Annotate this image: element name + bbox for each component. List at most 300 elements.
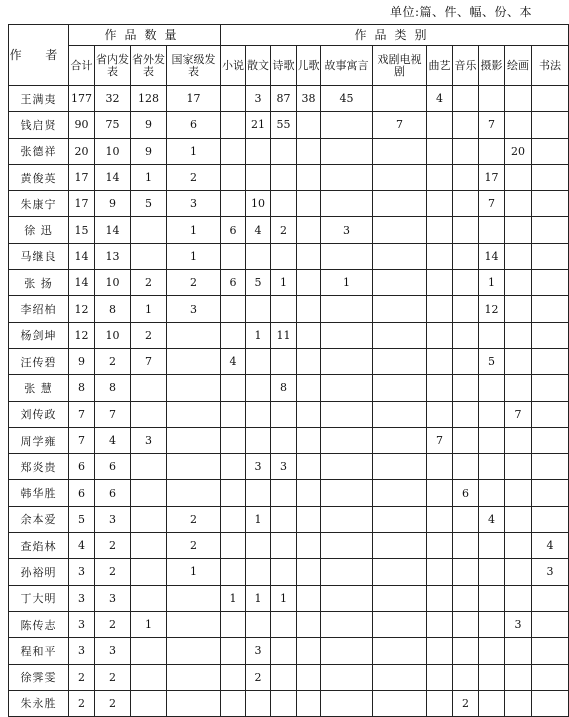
table-cell [453,559,479,585]
table-cell [505,296,532,322]
table-cell: 1 [479,270,505,296]
table-cell [131,506,167,532]
table-cell: 1 [271,270,297,296]
table-cell: 10 [95,138,131,164]
table-cell: 5 [479,348,505,374]
table-cell [505,454,532,480]
table-cell: 4 [246,217,271,243]
table-cell [321,690,373,716]
table-cell [373,217,427,243]
table-cell [373,401,427,427]
table-cell [427,112,453,138]
table-cell: 2 [131,270,167,296]
table-cell [532,217,569,243]
table-cell [427,375,453,401]
table-cell [532,191,569,217]
table-cell [373,638,427,664]
table-cell: 3 [69,585,95,611]
table-cell [167,375,221,401]
table-cell [131,375,167,401]
table-cell: 17 [167,86,221,112]
table-cell [321,533,373,559]
category-col-header: 书法 [532,46,569,86]
table-cell: 3 [95,585,131,611]
table-cell [131,480,167,506]
table-cell [297,296,321,322]
table-cell [479,533,505,559]
table-cell [505,191,532,217]
table-cell [373,375,427,401]
table-cell: 14 [69,270,95,296]
table-cell: 4 [427,86,453,112]
author-name: 徐 迅 [9,217,69,243]
table-cell [321,664,373,690]
table-cell [505,375,532,401]
table-cell [321,296,373,322]
table-cell [453,611,479,637]
table-cell [505,506,532,532]
category-col-header: 曲艺 [427,46,453,86]
table-cell [479,86,505,112]
table-cell [321,454,373,480]
table-cell [479,638,505,664]
table-cell [221,611,246,637]
table-cell: 14 [479,243,505,269]
table-cell [479,454,505,480]
table-cell: 8 [95,375,131,401]
table-cell: 10 [95,270,131,296]
table-cell [321,506,373,532]
table-cell [453,243,479,269]
table-cell [246,401,271,427]
table-cell [167,611,221,637]
table-cell [479,217,505,243]
table-cell [271,506,297,532]
table-cell [373,454,427,480]
table-cell: 8 [95,296,131,322]
table-cell [246,690,271,716]
table-cell [373,270,427,296]
author-name: 徐霁雯 [9,664,69,690]
table-cell: 3 [246,454,271,480]
table-cell [221,559,246,585]
table-cell: 12 [69,322,95,348]
table-cell: 4 [532,533,569,559]
table-cell: 17 [69,164,95,190]
table-cell: 8 [271,375,297,401]
table-cell [505,480,532,506]
table-row [9,427,569,453]
table-cell [427,533,453,559]
author-name: 陈传志 [9,611,69,637]
table-row [9,401,569,427]
table-cell [271,664,297,690]
table-cell [453,585,479,611]
table-cell [373,348,427,374]
table-cell [373,533,427,559]
table-cell [505,164,532,190]
table-cell [505,585,532,611]
table-cell [373,322,427,348]
author-name: 钱启贤 [9,112,69,138]
table-cell [271,401,297,427]
table-cell [321,559,373,585]
table-cell: 10 [246,191,271,217]
author-header: 作 者 [9,25,69,86]
table-cell: 4 [221,348,246,374]
table-cell [297,270,321,296]
table-cell: 1 [246,506,271,532]
table-cell [479,322,505,348]
table-cell [427,138,453,164]
table-cell [167,690,221,716]
table-cell: 3 [69,611,95,637]
table-cell: 21 [246,112,271,138]
table-cell [297,164,321,190]
table-cell: 3 [95,638,131,664]
works-table [8,24,569,717]
table-cell [167,664,221,690]
table-cell [246,296,271,322]
table-cell: 5 [69,506,95,532]
table-cell [297,217,321,243]
quantity-col-header: 合计 [69,46,95,86]
table-cell: 7 [479,112,505,138]
table-cell [221,243,246,269]
table-row [9,243,569,269]
table-cell [246,559,271,585]
table-cell: 75 [95,112,131,138]
table-cell [453,296,479,322]
table-cell: 17 [69,191,95,217]
category-col-header: 儿歌 [297,46,321,86]
table-cell: 1 [167,243,221,269]
table-cell [221,322,246,348]
table-cell [246,611,271,637]
table-cell [479,375,505,401]
table-cell [532,480,569,506]
table-cell [221,690,246,716]
table-cell [453,638,479,664]
table-cell [532,375,569,401]
table-cell [373,559,427,585]
table-cell [453,138,479,164]
table-cell [532,348,569,374]
table-row [9,480,569,506]
table-cell: 4 [479,506,505,532]
table-cell [221,480,246,506]
table-row [9,664,569,690]
table-cell [373,86,427,112]
table-cell [505,664,532,690]
table-row [9,138,569,164]
author-name: 马继良 [9,243,69,269]
table-row [9,611,569,637]
author-name: 张德祥 [9,138,69,164]
table-cell [427,585,453,611]
table-cell: 2 [69,664,95,690]
table-cell [246,164,271,190]
table-cell [373,164,427,190]
table-row [9,270,569,296]
table-cell [321,585,373,611]
category-col-header: 摄影 [479,46,505,86]
table-cell: 7 [427,427,453,453]
table-cell [271,533,297,559]
table-cell [271,427,297,453]
table-cell [167,401,221,427]
table-cell [373,243,427,269]
table-cell: 14 [95,164,131,190]
author-name: 查焰林 [9,533,69,559]
table-cell [505,559,532,585]
table-cell [505,243,532,269]
table-cell [246,533,271,559]
table-cell: 9 [131,138,167,164]
table-cell [167,585,221,611]
table-cell [453,322,479,348]
table-row [9,638,569,664]
table-cell: 1 [167,217,221,243]
table-cell [297,533,321,559]
table-cell [532,164,569,190]
table-cell: 2 [95,533,131,559]
table-cell [453,506,479,532]
table-cell [373,611,427,637]
table-cell [297,454,321,480]
table-cell: 3 [167,191,221,217]
table-cell [221,427,246,453]
table-cell [532,296,569,322]
table-cell [246,480,271,506]
table-cell [246,375,271,401]
table-cell [532,138,569,164]
table-cell [321,480,373,506]
table-cell [505,322,532,348]
table-cell: 87 [271,86,297,112]
table-cell: 5 [131,191,167,217]
table-cell [479,585,505,611]
table-cell [297,191,321,217]
table-cell [271,559,297,585]
table-cell: 4 [95,427,131,453]
table-row [9,533,569,559]
table-cell [427,638,453,664]
author-name: 朱永胜 [9,690,69,716]
author-name: 杨剑坤 [9,322,69,348]
table-cell [427,164,453,190]
table-cell: 7 [95,401,131,427]
category-col-header: 小说 [221,46,246,86]
table-cell: 3 [131,427,167,453]
category-col-header: 诗歌 [271,46,297,86]
table-cell [532,611,569,637]
table-cell: 20 [69,138,95,164]
table-cell [271,690,297,716]
table-cell [271,191,297,217]
table-cell [321,243,373,269]
table-cell: 1 [221,585,246,611]
quantity-col-header: 省外发表 [131,46,167,86]
table-cell [271,480,297,506]
table-cell: 3 [167,296,221,322]
table-cell [297,375,321,401]
table-cell [453,270,479,296]
table-cell [131,217,167,243]
unit-note: 单位:篇、件、幅、份、本 [389,5,532,19]
table-cell: 9 [131,112,167,138]
author-name: 周学雍 [9,427,69,453]
table-cell [505,217,532,243]
table-cell [479,690,505,716]
category-col-header: 戏剧电视剧 [373,46,427,86]
table-cell [427,191,453,217]
table-cell: 1 [131,296,167,322]
table-cell: 3 [271,454,297,480]
table-cell [297,559,321,585]
table-cell: 1 [167,138,221,164]
table-cell [479,664,505,690]
table-cell: 1 [271,585,297,611]
table-row [9,112,569,138]
table-cell [453,664,479,690]
table-cell: 2 [95,559,131,585]
table-cell [221,112,246,138]
author-name: 余本爱 [9,506,69,532]
table-cell [221,138,246,164]
table-cell [532,585,569,611]
table-cell [297,322,321,348]
quantity-group-header: 作品数量 [69,25,221,46]
table-cell: 10 [95,322,131,348]
table-cell [167,322,221,348]
table-cell [453,375,479,401]
author-name: 程和平 [9,638,69,664]
table-cell: 3 [246,86,271,112]
table-cell [321,164,373,190]
table-cell [479,611,505,637]
table-row [9,454,569,480]
table-cell: 14 [69,243,95,269]
table-cell [427,217,453,243]
table-row [9,506,569,532]
table-cell [297,427,321,453]
table-cell: 2 [69,690,95,716]
table-cell [221,375,246,401]
table-cell [373,296,427,322]
table-cell: 6 [221,217,246,243]
table-cell [131,243,167,269]
table-cell: 2 [271,217,297,243]
table-cell [505,638,532,664]
table-cell [321,322,373,348]
author-name: 韩华胜 [9,480,69,506]
table-cell: 1 [131,611,167,637]
table-cell: 6 [69,454,95,480]
table-cell: 1 [321,270,373,296]
table-cell: 5 [246,270,271,296]
table-cell: 1 [246,585,271,611]
table-cell: 55 [271,112,297,138]
category-col-header: 绘画 [505,46,532,86]
table-cell [221,664,246,690]
table-cell [131,401,167,427]
table-cell [271,138,297,164]
table-cell [453,454,479,480]
author-name: 郑炎贵 [9,454,69,480]
table-cell [479,401,505,427]
table-cell [532,86,569,112]
table-cell [532,243,569,269]
table-cell: 7 [373,112,427,138]
table-cell [427,506,453,532]
table-cell [505,348,532,374]
table-cell: 9 [69,348,95,374]
table-cell [453,191,479,217]
author-name: 丁大明 [9,585,69,611]
table-cell: 14 [95,217,131,243]
table-cell [131,454,167,480]
table-cell [321,638,373,664]
author-name: 黄俊英 [9,164,69,190]
table-cell: 17 [479,164,505,190]
table-row [9,86,569,112]
table-cell [532,270,569,296]
table-cell [271,164,297,190]
author-name: 刘传政 [9,401,69,427]
table-cell [297,243,321,269]
table-cell: 32 [95,86,131,112]
table-cell [427,611,453,637]
table-cell [427,322,453,348]
table-cell [221,454,246,480]
table-cell [221,164,246,190]
table-cell [167,348,221,374]
author-name: 朱康宁 [9,191,69,217]
table-cell [505,533,532,559]
table-cell [221,191,246,217]
table-cell: 3 [69,638,95,664]
table-cell: 3 [505,611,532,637]
table-cell [453,401,479,427]
table-cell [532,638,569,664]
table-cell [532,401,569,427]
table-cell [297,664,321,690]
table-cell: 2 [167,164,221,190]
table-cell: 9 [95,191,131,217]
table-cell [427,559,453,585]
table-cell: 12 [479,296,505,322]
table-cell [167,454,221,480]
table-cell: 1 [167,559,221,585]
author-name: 张 扬 [9,270,69,296]
table-row [9,164,569,190]
table-cell: 7 [479,191,505,217]
table-cell: 45 [321,86,373,112]
table-cell [427,296,453,322]
table-cell: 7 [505,401,532,427]
table-cell [479,427,505,453]
table-cell: 7 [69,427,95,453]
table-cell [297,138,321,164]
table-cell [271,638,297,664]
table-cell [297,480,321,506]
table-cell [271,611,297,637]
table-cell [373,427,427,453]
table-cell [297,690,321,716]
table-cell [131,585,167,611]
table-cell [246,243,271,269]
